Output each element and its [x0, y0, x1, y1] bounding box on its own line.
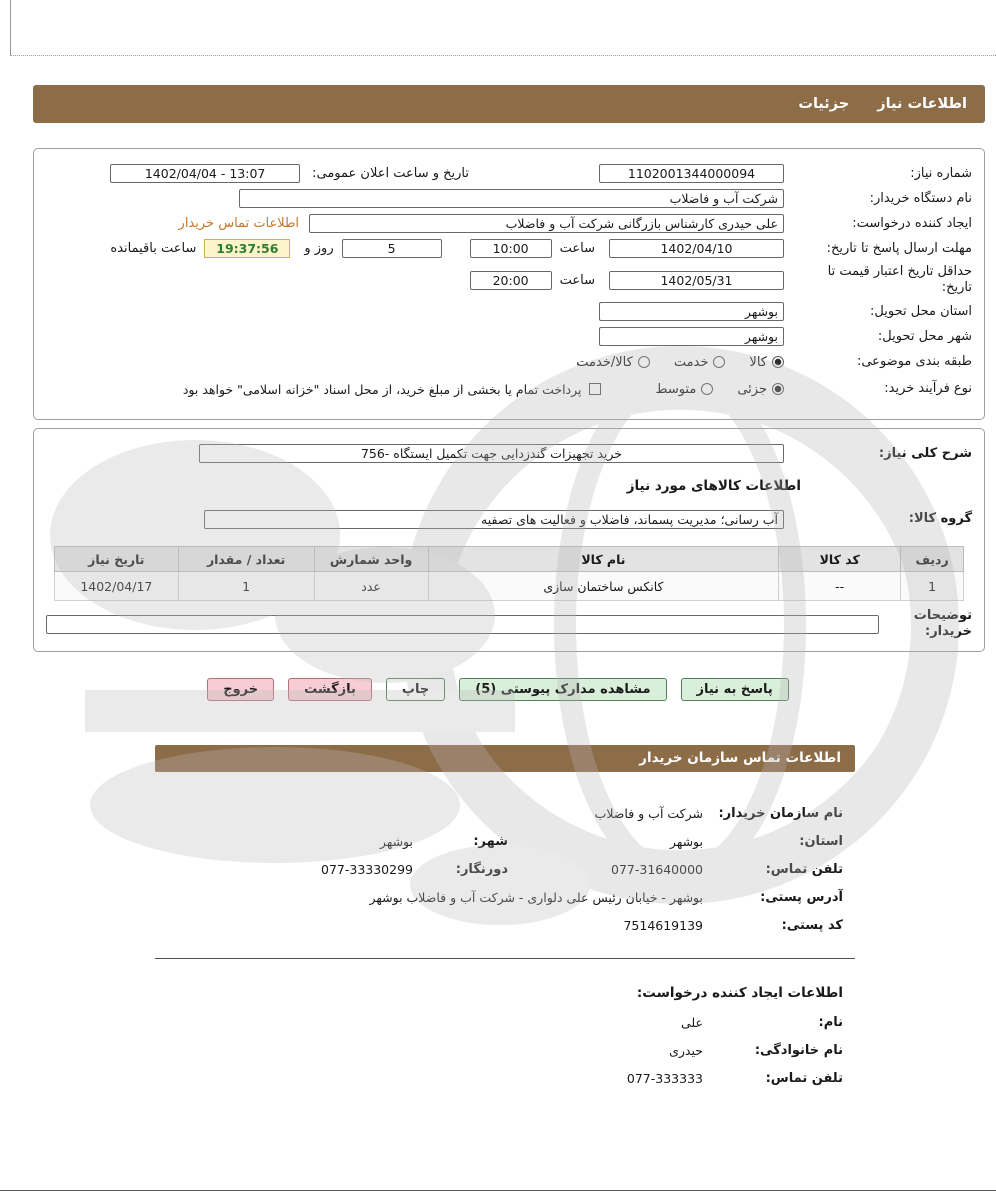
postal-address-value: بوشهر - خیابان رئیس علی دلواری - شرکت آب و فاضلاب بوشهر — [369, 890, 703, 905]
radio-option-goods-label: کالا — [749, 354, 767, 370]
request-creator-heading: اطلاعات ایجاد کننده درخواست: — [636, 985, 843, 1001]
print-button[interactable]: چاپ — [386, 678, 445, 701]
need-summary-panel — [33, 148, 985, 420]
buyer-notes-label: توضیحات خریدار: — [913, 608, 972, 639]
col-quantity: تعداد / مقدار — [178, 547, 314, 572]
reply-deadline-date-input[interactable]: 1402/04/10 — [609, 239, 784, 258]
announce-datetime-label: تاریخ و ساعت اعلان عمومی: — [312, 166, 469, 181]
creator-phone-value: 077-333333 — [626, 1071, 703, 1086]
action-buttons-bar — [0, 678, 996, 701]
buyer-org-row — [34, 186, 984, 211]
radio-icon — [638, 356, 650, 368]
cell-item-name: کانکس ساختمان سازی — [428, 572, 779, 601]
tab-need-info[interactable]: اطلاعات نیاز — [877, 96, 967, 112]
postal-address-label: آدرس پستی: — [760, 890, 843, 905]
goods-table-wrap — [54, 546, 964, 601]
creator-last-name-value: حیدری — [669, 1043, 703, 1058]
price-validity-label: حداقل تاریخ اعتبار قیمت تا تاریخ: — [827, 264, 972, 295]
radio-option-service[interactable] — [674, 355, 726, 370]
subject-category-label: طبقه بندی موضوعی: — [856, 354, 972, 370]
remaining-days-input[interactable]: 5 — [342, 239, 442, 258]
radio-option-medium[interactable] — [655, 382, 713, 397]
radio-option-minor-label: جزئی — [737, 381, 767, 397]
goods-table-header-row — [55, 547, 964, 572]
radio-selected-icon — [772, 356, 784, 368]
top-dotted-divider — [10, 55, 996, 56]
creator-first-name-value: علی — [680, 1015, 703, 1030]
creator-phone-label: تلفن تماس: — [765, 1071, 843, 1086]
buyer-org-label: نام دستگاه خریدار: — [869, 190, 972, 206]
announce-datetime-input[interactable]: 1402/04/04 - 13:07 — [110, 164, 300, 183]
creator-last-name-label: نام خانوادگی: — [754, 1043, 843, 1058]
title-tab-bar — [33, 85, 985, 123]
delivery-city-label: شهر محل تحویل: — [877, 328, 972, 344]
request-creator-row — [34, 211, 984, 236]
goods-group-row — [34, 504, 984, 534]
treasury-checkbox-label: پرداخت تمام یا بخشی از مبلغ خرید، از محل اسناد "خزانه اسلامی" خواهد بود — [182, 381, 582, 397]
radio-option-goods[interactable] — [749, 355, 784, 370]
respond-to-need-button[interactable]: پاسخ به نیاز — [681, 678, 789, 701]
need-detail-panel — [33, 428, 985, 652]
reply-deadline-label: مهلت ارسال پاسخ تا تاریخ: — [826, 240, 972, 256]
contact-phone-value: 077-31640000 — [611, 862, 703, 877]
radio-option-medium-label: متوسط — [655, 381, 697, 397]
radio-selected-icon — [772, 383, 784, 395]
request-creator-label: ایجاد کننده درخواست: — [852, 215, 972, 231]
delivery-city-row — [34, 324, 984, 349]
postal-code-label: کد پستی: — [781, 918, 843, 933]
need-number-label: شماره نیاز: — [910, 165, 972, 181]
goods-table-row — [55, 572, 964, 601]
col-row-number: ردیف — [901, 547, 964, 572]
delivery-province-row — [34, 299, 984, 324]
days-and-label: روز و — [304, 241, 334, 256]
delivery-city-input[interactable]: بوشهر — [599, 327, 784, 346]
price-validity-time-input[interactable]: 20:00 — [470, 271, 552, 290]
buyer-contact-link[interactable]: اطلاعات تماس خریدار — [178, 216, 299, 231]
col-item-name: نام کالا — [428, 547, 779, 572]
buyer-org-input[interactable]: شرکت آب و فاضلاب — [239, 189, 784, 208]
contact-phone-label: تلفن تماس: — [765, 862, 843, 877]
radio-option-goods-service[interactable] — [576, 355, 650, 370]
radio-option-minor[interactable] — [737, 382, 784, 397]
contact-fax-value: 077-33330299 — [321, 862, 413, 877]
delivery-province-input[interactable]: بوشهر — [599, 302, 784, 321]
postal-code-value: 7514619139 — [623, 918, 703, 933]
contact-divider — [155, 958, 855, 959]
col-unit: واحد شمارش — [314, 547, 428, 572]
buyer-notes-row — [34, 609, 984, 639]
process-type-row — [34, 375, 984, 403]
col-need-date: تاریخ نیاز — [55, 547, 179, 572]
radio-option-service-label: خدمت — [673, 354, 709, 370]
price-validity-date-input[interactable]: 1402/05/31 — [609, 271, 784, 290]
buyer-contact-section-header: اطلاعات تماس سازمان خریدار — [155, 745, 855, 772]
goods-group-label: گروه کالا: — [908, 511, 972, 527]
need-number-row — [34, 161, 984, 186]
contact-province-label: استان: — [799, 834, 843, 849]
buyer-contact-grid — [155, 800, 855, 940]
radio-icon — [713, 356, 725, 368]
org-name-label: نام سازمان خریدار: — [718, 806, 843, 821]
reply-deadline-time-input[interactable]: 10:00 — [470, 239, 552, 258]
price-validity-row — [34, 261, 984, 299]
cell-row-number: 1 — [901, 572, 964, 601]
radio-icon — [701, 383, 713, 395]
required-goods-heading: اطلاعات کالاهای مورد نیاز — [626, 478, 801, 494]
top-left-line — [10, 0, 11, 56]
need-description-input[interactable]: خرید تجهیزات گندزدایی جهت تکمیل ایستگاه -756 — [199, 444, 784, 463]
cell-unit: عدد — [314, 572, 428, 601]
contact-city-value: بوشهر — [379, 834, 413, 849]
need-number-input[interactable]: 1102001344000094 — [599, 164, 784, 183]
buyer-notes-input[interactable] — [46, 615, 879, 634]
remaining-hours-label: ساعت باقیمانده — [110, 241, 197, 256]
cell-need-date: 1402/04/17 — [55, 572, 179, 601]
request-creator-grid — [155, 1009, 855, 1093]
buyer-contact-section — [155, 800, 855, 1093]
deadline-hour-label: ساعت — [559, 241, 595, 256]
tab-details[interactable]: جزئیات — [798, 96, 850, 112]
creator-first-name-label: نام: — [818, 1015, 843, 1030]
subject-category-row — [34, 349, 984, 375]
treasury-checkbox[interactable] — [589, 383, 601, 395]
bottom-border-line — [0, 1190, 996, 1191]
request-creator-input[interactable]: علی حیدری کارشناس بازرگانی شرکت آب و فاضلاب — [309, 214, 784, 233]
validity-hour-label: ساعت — [559, 272, 595, 288]
org-name-value: شرکت آب و فاضلاب — [594, 806, 703, 821]
contact-fax-label: دورنگار: — [455, 862, 508, 877]
goods-group-input[interactable]: آب رسانی؛ مدیریت پسماند، فاضلاب و فعالیت های تصفیه — [204, 510, 784, 529]
cell-quantity: 1 — [178, 572, 314, 601]
col-item-code: کد کالا — [779, 547, 901, 572]
contact-province-value: بوشهر — [669, 834, 703, 849]
process-type-label: نوع فرآیند خرید: — [884, 381, 972, 397]
radio-option-goods-service-label: کالا/خدمت — [576, 354, 633, 370]
need-description-label: شرح کلی نیاز: — [878, 445, 972, 461]
delivery-province-label: استان محل تحویل: — [870, 303, 972, 319]
countdown-timer: 19:37:56 — [204, 239, 290, 258]
reply-deadline-row — [34, 236, 984, 261]
contact-city-label: شهر: — [473, 834, 508, 849]
exit-button[interactable]: خروج — [207, 678, 274, 701]
need-description-row — [34, 441, 984, 466]
cell-item-code: -- — [779, 572, 901, 601]
goods-table — [54, 546, 964, 601]
view-attachments-button[interactable]: مشاهده مدارک پیوستی (5) — [459, 678, 666, 701]
back-button[interactable]: بازگشت — [288, 678, 372, 701]
